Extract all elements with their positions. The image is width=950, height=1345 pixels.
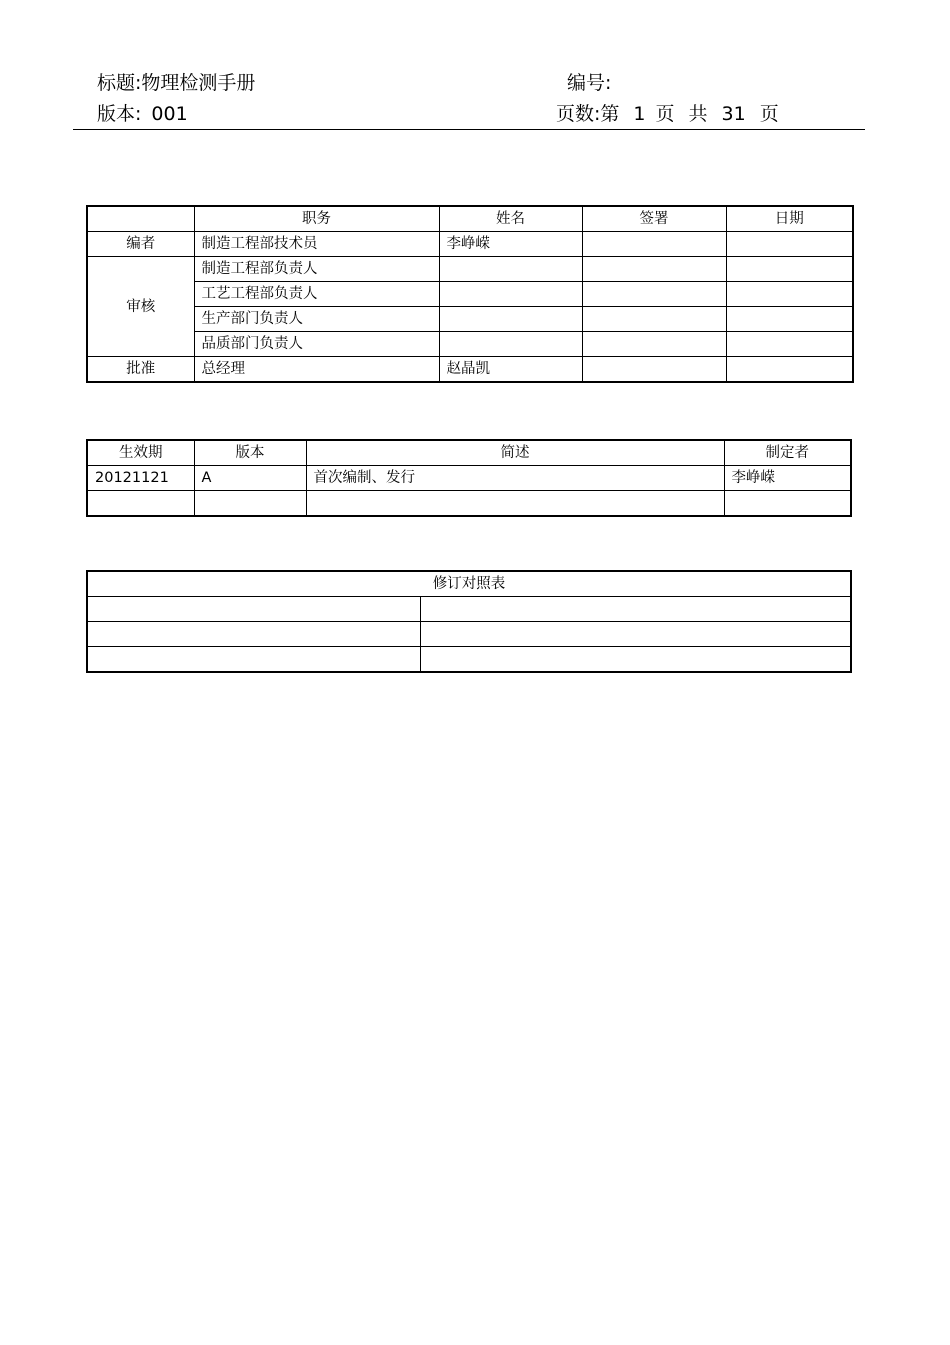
doc-pages	[556, 103, 779, 125]
approval-header-cell	[87, 206, 194, 232]
page-total-prefix: 共	[688, 103, 708, 125]
review-name	[439, 257, 582, 282]
author-date	[726, 232, 853, 257]
author-row	[87, 232, 853, 257]
title-value: 物理检测手册	[141, 72, 256, 94]
history-table	[86, 439, 852, 517]
history-effective	[87, 491, 194, 517]
revision-left-cell	[87, 622, 420, 647]
history-header-cell: 制定者	[724, 440, 851, 466]
revision-title-row	[87, 571, 851, 597]
pages-label: 页数:	[556, 103, 601, 125]
version-label: 版本:	[97, 103, 142, 125]
author-position: 制造工程部技术员	[194, 232, 439, 257]
approval-header-cell: 签署	[582, 206, 726, 232]
version-value: 001	[151, 103, 188, 125]
code-label: 编号:	[567, 72, 612, 94]
author-signature	[582, 232, 726, 257]
review-signature	[582, 257, 726, 282]
history-header-cell: 生效期	[87, 440, 194, 466]
review-signature	[582, 307, 726, 332]
approval-header-cell: 姓名	[439, 206, 582, 232]
author-name: 李峥嵘	[439, 232, 582, 257]
revision-row	[87, 597, 851, 622]
title-label: 标题:	[97, 72, 142, 94]
review-position: 品质部门负责人	[194, 332, 439, 357]
review-name	[439, 282, 582, 307]
revision-right-cell	[420, 647, 851, 673]
history-author: 李峥嵘	[724, 466, 851, 491]
history-effective: 20121121	[87, 466, 194, 491]
history-row	[87, 491, 851, 517]
history-header-cell: 简述	[306, 440, 724, 466]
approve-role-label: 批准	[87, 357, 194, 383]
approve-date	[726, 357, 853, 383]
history-row	[87, 466, 851, 491]
review-position: 制造工程部负责人	[194, 257, 439, 282]
history-version	[194, 491, 306, 517]
approval-table	[86, 205, 854, 383]
header-divider	[73, 129, 865, 130]
approve-name: 赵晶凯	[439, 357, 582, 383]
review-date	[726, 332, 853, 357]
review-name	[439, 332, 582, 357]
approval-header-row	[87, 206, 853, 232]
history-header-row	[87, 440, 851, 466]
review-position: 生产部门负责人	[194, 307, 439, 332]
revision-left-cell	[87, 597, 420, 622]
review-name	[439, 307, 582, 332]
doc-code	[567, 72, 611, 94]
review-signature	[582, 282, 726, 307]
revision-right-cell	[420, 597, 851, 622]
revision-right-cell	[420, 622, 851, 647]
page-prefix: 第	[600, 103, 620, 125]
history-header-cell: 版本	[194, 440, 306, 466]
revision-table	[86, 570, 852, 673]
review-row	[87, 257, 853, 282]
review-date	[726, 282, 853, 307]
page-current: 1	[633, 103, 646, 125]
approve-row	[87, 357, 853, 383]
revision-row	[87, 647, 851, 673]
doc-title	[97, 72, 255, 94]
approve-signature	[582, 357, 726, 383]
review-row	[87, 282, 853, 307]
revision-table-title: 修订对照表	[87, 571, 851, 597]
review-role-label: 审核	[87, 257, 194, 357]
review-row	[87, 332, 853, 357]
review-row	[87, 307, 853, 332]
review-position: 工艺工程部负责人	[194, 282, 439, 307]
review-date	[726, 257, 853, 282]
approval-header-cell: 职务	[194, 206, 439, 232]
author-role-label: 编者	[87, 232, 194, 257]
page-suffix: 页	[759, 103, 779, 125]
approval-header-cell: 日期	[726, 206, 853, 232]
history-summary	[306, 491, 724, 517]
review-signature	[582, 332, 726, 357]
revision-left-cell	[87, 647, 420, 673]
approve-position: 总经理	[194, 357, 439, 383]
history-author	[724, 491, 851, 517]
history-version: A	[194, 466, 306, 491]
page-total: 31	[721, 103, 746, 125]
revision-row	[87, 622, 851, 647]
doc-version	[97, 103, 188, 125]
page-mid: 页	[655, 103, 675, 125]
review-date	[726, 307, 853, 332]
history-summary: 首次编制、发行	[306, 466, 724, 491]
